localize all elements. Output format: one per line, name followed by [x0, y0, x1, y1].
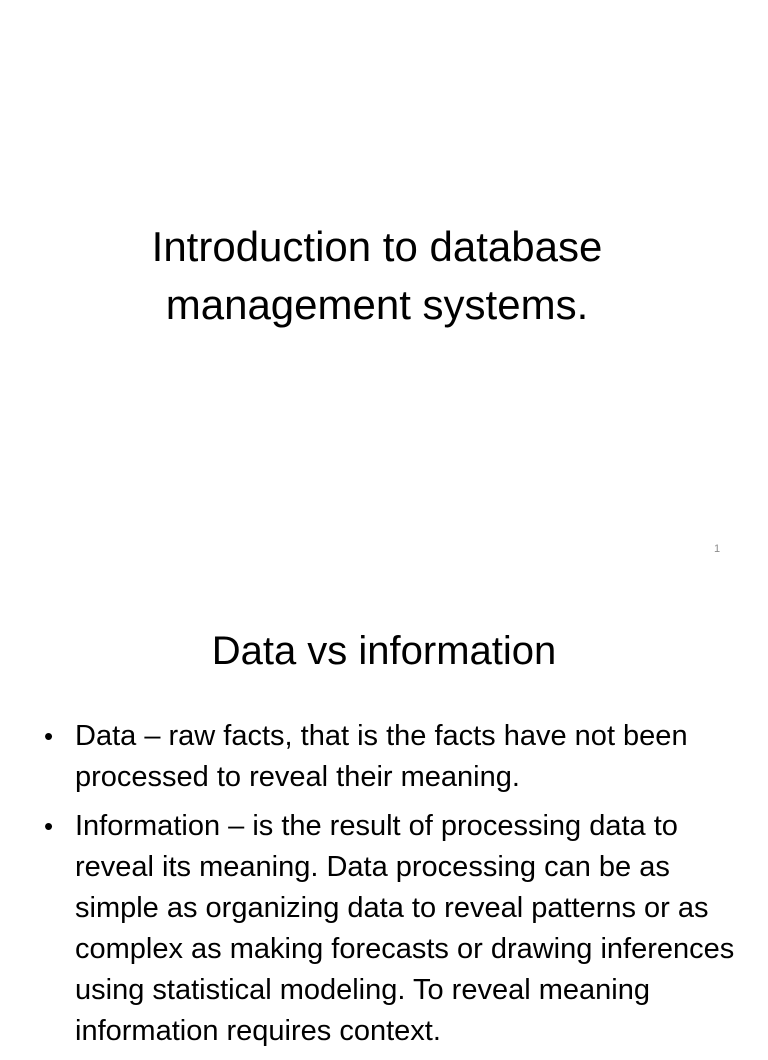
slide-title-line-1: Introduction to database: [151, 223, 603, 270]
bullet-item: [0, 806, 768, 1052]
page-number: 1: [714, 543, 721, 555]
bullet-list: [0, 716, 768, 1060]
slide-title: [0, 218, 754, 334]
bullet-icon: •: [44, 721, 54, 751]
slide-title-line-2: management systems.: [165, 281, 589, 328]
slide-2: [0, 576, 768, 1047]
bullet-text: Data – raw facts, that is the facts have not been processed to reveal their meaning.: [75, 720, 688, 793]
slide-title: Data vs information: [211, 629, 557, 673]
bullet-text: Information – is the result of processing data to reveal its meaning. Data processing can be as simple as organizing data to reveal patterns or as complex as making forecasts or drawing inferences using statistical modeling. To reveal meaning information requires context.: [75, 810, 735, 1047]
bullet-icon: •: [44, 811, 54, 841]
bullet-item: [0, 716, 768, 798]
